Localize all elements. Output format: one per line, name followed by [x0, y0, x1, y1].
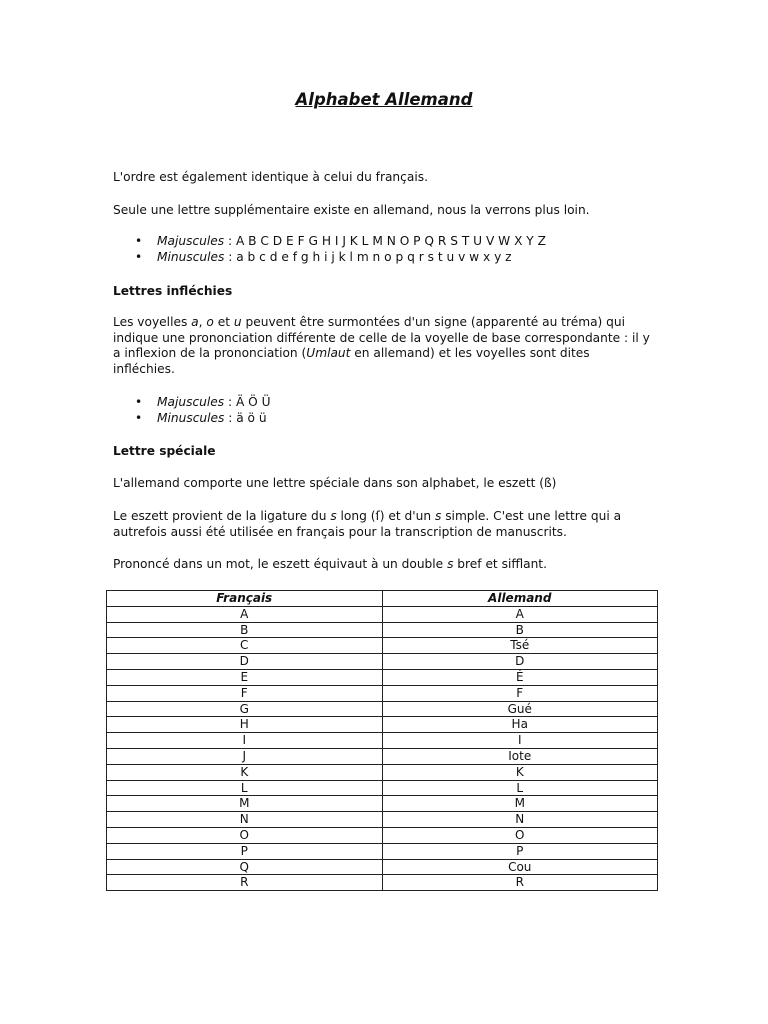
table-row	[107, 669, 658, 685]
cell-allemand: R	[382, 875, 658, 891]
heading-inflechies: Lettres infléchies	[113, 284, 233, 298]
table-row	[107, 843, 658, 859]
cell-allemand: F	[382, 685, 658, 701]
cell-allemand: É	[382, 669, 658, 685]
cell-francais: G	[107, 701, 383, 717]
lower-label: Minuscules	[157, 250, 225, 264]
cell-francais: M	[107, 796, 383, 812]
cell-allemand: B	[382, 622, 658, 638]
header-francais: Français	[107, 591, 383, 607]
alphabet-lower-item: • Minuscules : a b c d e f g h i j k l m n o p q r s t u v w x y z	[135, 250, 512, 264]
upper-letters: A B C D E F G H I J K L M N O P Q R S T U V W X Y Z	[235, 234, 546, 248]
table-row	[107, 859, 658, 875]
cell-allemand: K	[382, 764, 658, 780]
cell-allemand: A	[382, 606, 658, 622]
cell-francais: D	[107, 654, 383, 670]
cell-allemand: Gué	[382, 701, 658, 717]
alphabet-upper-item: • Majuscules : A B C D E F G H I J K L M N O P Q R S T U V W X Y Z	[135, 234, 546, 248]
table-body	[107, 606, 658, 890]
cell-allemand: N	[382, 812, 658, 828]
table-row	[107, 875, 658, 891]
cell-francais: E	[107, 669, 383, 685]
cell-francais: R	[107, 875, 383, 891]
table-row	[107, 733, 658, 749]
speciale-p3: Prononcé dans un mot, le eszett équivaut à un double s bref et sifflant.	[113, 557, 547, 571]
cell-allemand: Iote	[382, 748, 658, 764]
bullet-icon: •	[135, 250, 143, 264]
umlaut-upper-item: • Majuscules : Ä Ö Ü	[135, 395, 271, 409]
cell-allemand: P	[382, 843, 658, 859]
page-title: Alphabet Allemand	[295, 90, 473, 109]
cell-allemand: O	[382, 827, 658, 843]
cell-francais: I	[107, 733, 383, 749]
cell-allemand: L	[382, 780, 658, 796]
cell-francais: B	[107, 622, 383, 638]
cell-francais: N	[107, 812, 383, 828]
table-row	[107, 654, 658, 670]
cell-allemand: Ha	[382, 717, 658, 733]
cell-francais: K	[107, 764, 383, 780]
table-row	[107, 812, 658, 828]
table-row	[107, 685, 658, 701]
heading-speciale: Lettre spéciale	[113, 444, 216, 458]
table-row	[107, 764, 658, 780]
cell-allemand: M	[382, 796, 658, 812]
intro-line-2: Seule une lettre supplémentaire existe en allemand, nous la verrons plus loin.	[113, 203, 590, 217]
table-header-row	[107, 591, 658, 607]
cell-allemand: Tsé	[382, 638, 658, 654]
cell-francais: L	[107, 780, 383, 796]
inflechies-paragraph: Les voyelles a, o et u peuvent être surmontées d'un signe (apparenté au tréma) qui indique une prononciation différente de celle de la voyelle de base correspondante : il y a inflexion de la prononciation (Umlaut en allemand) et les voyelles sont dites infléchies.	[113, 315, 650, 376]
table-row	[107, 796, 658, 812]
cell-francais: J	[107, 748, 383, 764]
cell-allemand: I	[382, 733, 658, 749]
table-row	[107, 622, 658, 638]
bullet-icon: •	[135, 395, 143, 409]
cell-francais: C	[107, 638, 383, 654]
cell-francais: F	[107, 685, 383, 701]
cell-allemand: Cou	[382, 859, 658, 875]
bullet-icon: •	[135, 234, 143, 248]
header-allemand: Allemand	[382, 591, 658, 607]
intro-line-1: L'ordre est également identique à celui du français.	[113, 170, 428, 184]
cell-francais: A	[107, 606, 383, 622]
table-row	[107, 827, 658, 843]
table-row	[107, 717, 658, 733]
table-row	[107, 606, 658, 622]
cell-francais: O	[107, 827, 383, 843]
table-row	[107, 748, 658, 764]
table-row	[107, 638, 658, 654]
cell-allemand: D	[382, 654, 658, 670]
bullet-icon: •	[135, 411, 143, 425]
cell-francais: Q	[107, 859, 383, 875]
table-row	[107, 780, 658, 796]
cell-francais: P	[107, 843, 383, 859]
speciale-p1: L'allemand comporte une lettre spéciale dans son alphabet, le eszett (ß)	[113, 476, 557, 490]
upper-label: Majuscules	[157, 234, 225, 248]
alphabet-table	[106, 590, 658, 891]
table-row	[107, 701, 658, 717]
lower-letters: a b c d e f g h i j k l m n o p q r s t u v w x y z	[236, 250, 512, 264]
cell-francais: H	[107, 717, 383, 733]
speciale-p2: Le eszett provient de la ligature du s long (ſ) et d'un s simple. C'est une lettre qui a autrefois aussi été utilisée en français pour la transcription de manuscrits.	[113, 509, 622, 539]
umlaut-lower-item: • Minuscules : ä ö ü	[135, 411, 267, 425]
